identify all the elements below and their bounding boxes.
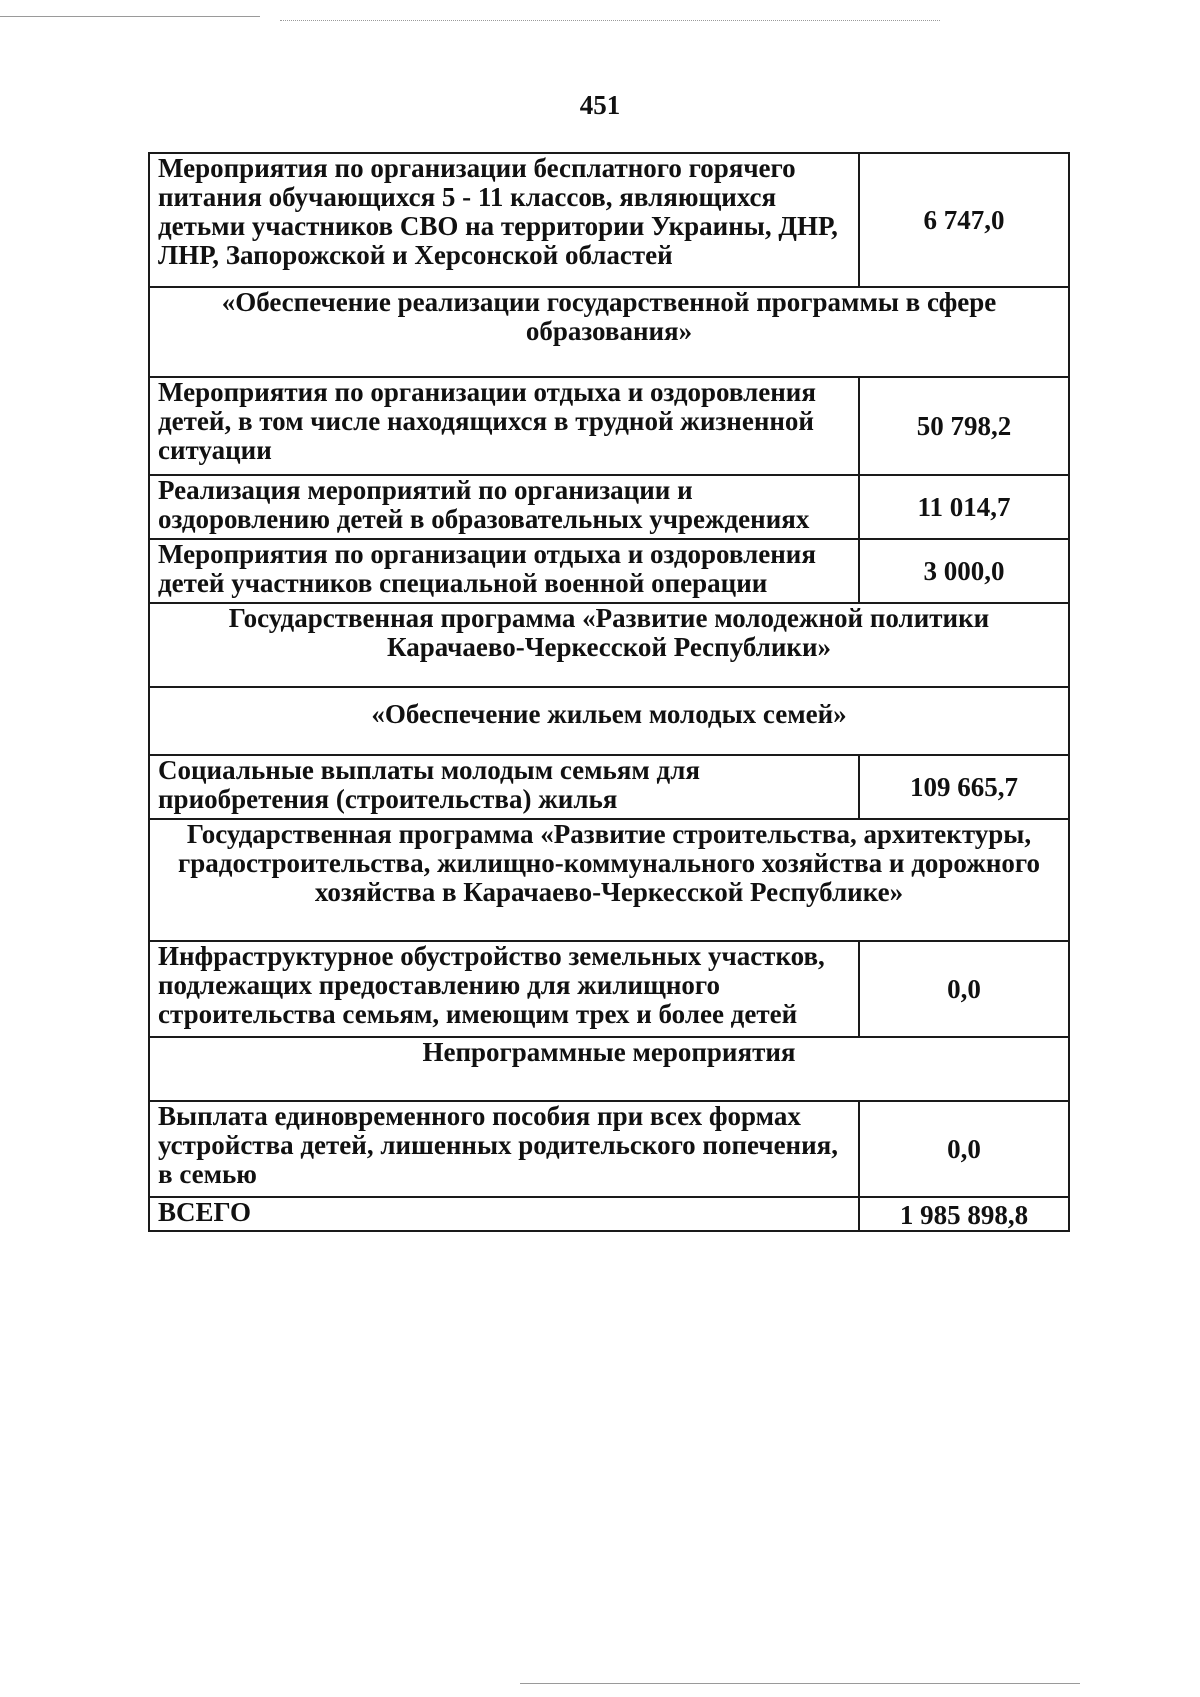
table-row bbox=[149, 475, 1069, 539]
section-title: Непрограммные мероприятия bbox=[149, 1037, 1069, 1101]
row-value: 0,0 bbox=[859, 1101, 1069, 1197]
table-row bbox=[149, 941, 1069, 1037]
section-title: Государственная программа «Развитие молодежной политики Карачаево-Черкесской Республики» bbox=[149, 603, 1069, 687]
row-value: 6 747,0 bbox=[859, 153, 1069, 287]
row-value: 109 665,7 bbox=[859, 755, 1069, 819]
row-value: 50 798,2 bbox=[859, 377, 1069, 475]
scan-edge-line-bottom bbox=[520, 1683, 1080, 1684]
section-row bbox=[149, 603, 1069, 687]
table-row bbox=[149, 755, 1069, 819]
scan-edge-line-top bbox=[280, 20, 940, 21]
row-name: Мероприятия по организации бесплатного горячего питания обучающихся 5 - 11 классов, являющихся детьми участников СВО на территории Украины, ДНР, ЛНР, Запорожской и Херсонской областей bbox=[149, 153, 859, 287]
row-name: Социальные выплаты молодым семьям для приобретения (строительства) жилья bbox=[149, 755, 859, 819]
row-name: Мероприятия по организации отдыха и оздоровления детей, в том числе находящихся в трудной жизненной ситуации bbox=[149, 377, 859, 475]
section-row bbox=[149, 819, 1069, 941]
row-value: 11 014,7 bbox=[859, 475, 1069, 539]
section-title: «Обеспечение жильем молодых семей» bbox=[149, 687, 1069, 755]
total-value: 1 985 898,8 bbox=[859, 1197, 1069, 1231]
total-label: ВСЕГО bbox=[149, 1197, 859, 1231]
table-row bbox=[149, 1101, 1069, 1197]
row-value: 0,0 bbox=[859, 941, 1069, 1037]
scan-edge-line-top-left bbox=[0, 16, 260, 17]
row-name: Мероприятия по организации отдыха и оздоровления детей участников специальной военной операции bbox=[149, 539, 859, 603]
total-row bbox=[149, 1197, 1069, 1231]
row-name: Реализация мероприятий по организации и оздоровлению детей в образовательных учреждениях bbox=[149, 475, 859, 539]
row-value: 3 000,0 bbox=[859, 539, 1069, 603]
section-row bbox=[149, 1037, 1069, 1101]
section-row bbox=[149, 287, 1069, 377]
row-name: Инфраструктурное обустройство земельных участков, подлежащих предоставлению для жилищного строительства семьям, имеющим трех и более детей bbox=[149, 941, 859, 1037]
table-row bbox=[149, 377, 1069, 475]
section-row bbox=[149, 687, 1069, 755]
table-row bbox=[149, 539, 1069, 603]
row-name: Выплата единовременного пособия при всех формах устройства детей, лишенных родительского попечения, в семью bbox=[149, 1101, 859, 1197]
page-number: 451 bbox=[579, 90, 621, 120]
table-row bbox=[149, 153, 1069, 287]
section-title: Государственная программа «Развитие строительства, архитектуры, градостроительства, жилищно-коммунального хозяйства и дорожного хозяйства в Карачаево-Черкесской Республике» bbox=[149, 819, 1069, 941]
section-title: «Обеспечение реализации государственной программы в сфере образования» bbox=[149, 287, 1069, 377]
budget-table bbox=[148, 152, 1070, 1232]
